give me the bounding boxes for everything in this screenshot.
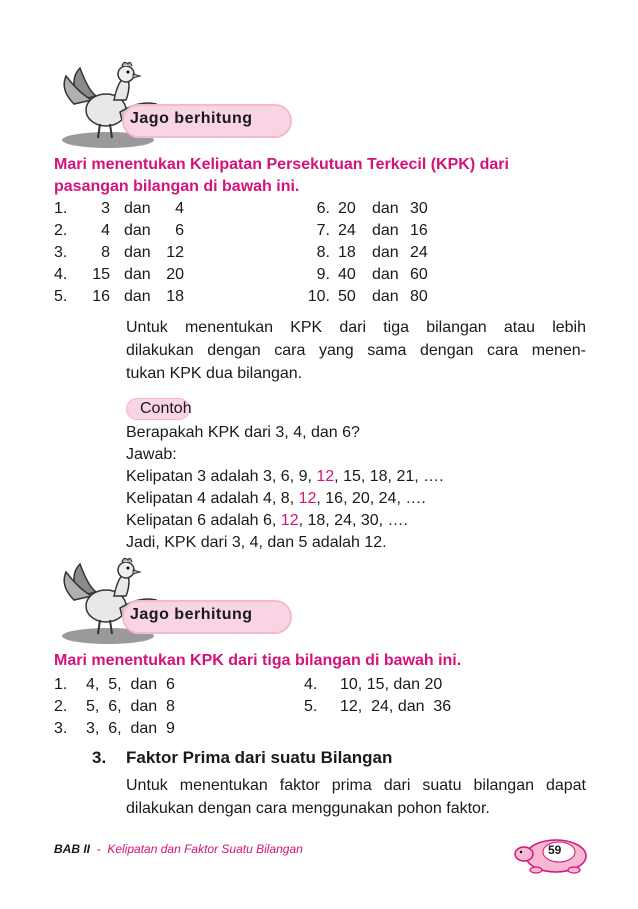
- item-number: 9.: [316, 266, 330, 283]
- item-text: 3, 6, dan 9: [86, 720, 175, 737]
- item-connector: dan: [124, 244, 151, 261]
- para-line: Untuk menentukan faktor prima dari suatu bilangan dapat: [126, 777, 586, 794]
- item-second: 24: [410, 244, 428, 261]
- item-number: 5.: [54, 288, 68, 305]
- item-number: 7.: [316, 222, 330, 239]
- item-first: 8: [101, 244, 110, 261]
- item-connector: dan: [124, 200, 151, 217]
- item-second: 6: [175, 222, 184, 239]
- text: , 18, 24, 30, ….: [298, 512, 408, 529]
- section3-title: Faktor Prima dari suatu Bilangan: [126, 748, 393, 767]
- item-number: 3.: [54, 244, 68, 261]
- para-line: tukan KPK dua bilangan.: [126, 365, 303, 382]
- text: Kelipatan 4 adalah 4, 8,: [126, 490, 299, 507]
- kpk-explanation: [126, 316, 586, 385]
- item-second: 16: [410, 222, 428, 239]
- section-header-badge: [60, 60, 300, 150]
- multiples-of-4: [126, 488, 426, 510]
- item-first: 24: [338, 222, 356, 239]
- item-second: 60: [410, 266, 428, 283]
- footer-chapter: [54, 842, 303, 856]
- item-connector: dan: [372, 288, 399, 305]
- example-label: Contoh: [140, 400, 192, 417]
- item-connector: dan: [372, 200, 399, 217]
- item-connector: dan: [372, 244, 399, 261]
- item-second: 4: [175, 200, 184, 217]
- item-first: 15: [92, 266, 110, 283]
- item-second: 20: [166, 266, 184, 283]
- item-second: 18: [166, 288, 184, 305]
- item-first: 20: [338, 200, 356, 217]
- item-first: 4: [101, 222, 110, 239]
- text: , 15, 18, 21, ….: [334, 468, 444, 485]
- example-conclusion: Jadi, KPK dari 3, 4, dan 5 adalah 12.: [126, 534, 387, 551]
- section3-number: 3.: [92, 748, 107, 767]
- item-connector: dan: [372, 266, 399, 283]
- section-header-badge: [60, 556, 300, 646]
- section3-body: [126, 774, 586, 820]
- chapter-label: BAB II: [54, 842, 90, 856]
- item-connector: dan: [124, 288, 151, 305]
- example-question: Berapakah KPK dari 3, 4, dan 6?: [126, 424, 360, 441]
- item-number: 1.: [54, 676, 68, 693]
- item-text: 4, 5, dan 6: [86, 676, 175, 693]
- item-number: 4.: [304, 676, 318, 693]
- task1-heading-line2: pasangan bilangan di bawah ini.: [54, 178, 300, 195]
- item-second: 12: [166, 244, 184, 261]
- item-second: 80: [410, 288, 428, 305]
- multiples-of-3: [126, 466, 444, 488]
- page-number-badge: [512, 826, 592, 876]
- badge-label: Jago berhitung: [130, 606, 253, 623]
- highlight: 12: [316, 468, 335, 485]
- item-connector: dan: [372, 222, 399, 239]
- badge-label: Jago berhitung: [130, 110, 253, 127]
- item-first: 18: [338, 244, 356, 261]
- highlight: 12: [298, 490, 317, 507]
- separator: -: [90, 842, 108, 856]
- item-connector: dan: [124, 266, 151, 283]
- item-number: 2.: [54, 698, 68, 715]
- text: Kelipatan 3 adalah 3, 6, 9,: [126, 468, 317, 485]
- item-first: 3: [101, 200, 110, 217]
- highlight: 12: [280, 512, 299, 529]
- item-number: 8.: [316, 244, 330, 261]
- task1-heading: [54, 154, 584, 198]
- item-connector: dan: [124, 222, 151, 239]
- task2-heading: Mari menentukan KPK dari tiga bilangan di bawah ini.: [54, 652, 462, 669]
- para-line: dilakukan dengan cara yang sama dengan cara menen-: [126, 342, 586, 359]
- item-first: 40: [338, 266, 356, 283]
- para-line: dilakukan dengan cara menggunakan pohon faktor.: [126, 800, 490, 817]
- item-number: 6.: [316, 200, 330, 217]
- chapter-title: Kelipatan dan Faktor Suatu Bilangan: [107, 842, 303, 856]
- text: , 16, 20, 24, ….: [316, 490, 426, 507]
- item-second: 30: [410, 200, 428, 217]
- item-text: 5, 6, dan 8: [86, 698, 175, 715]
- item-number: 1.: [54, 200, 68, 217]
- item-text: 12, 24, dan 36: [340, 698, 452, 715]
- item-number: 5.: [304, 698, 318, 715]
- example-answer-label: Jawab:: [126, 446, 177, 463]
- item-first: 16: [92, 288, 110, 305]
- page-number: 59: [548, 843, 562, 857]
- task1-heading-line1: Mari menentukan Kelipatan Persekutuan Terkecil (KPK) dari: [54, 156, 509, 173]
- para-line: Untuk menentukan KPK dari tiga bilangan atau lebih: [126, 319, 586, 336]
- multiples-of-6: [126, 510, 408, 532]
- text: Kelipatan 6 adalah 6,: [126, 512, 281, 529]
- item-number: 2.: [54, 222, 68, 239]
- item-first: 50: [338, 288, 356, 305]
- item-number: 3.: [54, 720, 68, 737]
- item-number: 10.: [307, 288, 330, 305]
- item-number: 4.: [54, 266, 68, 283]
- item-text: 10, 15, dan 20: [340, 676, 443, 693]
